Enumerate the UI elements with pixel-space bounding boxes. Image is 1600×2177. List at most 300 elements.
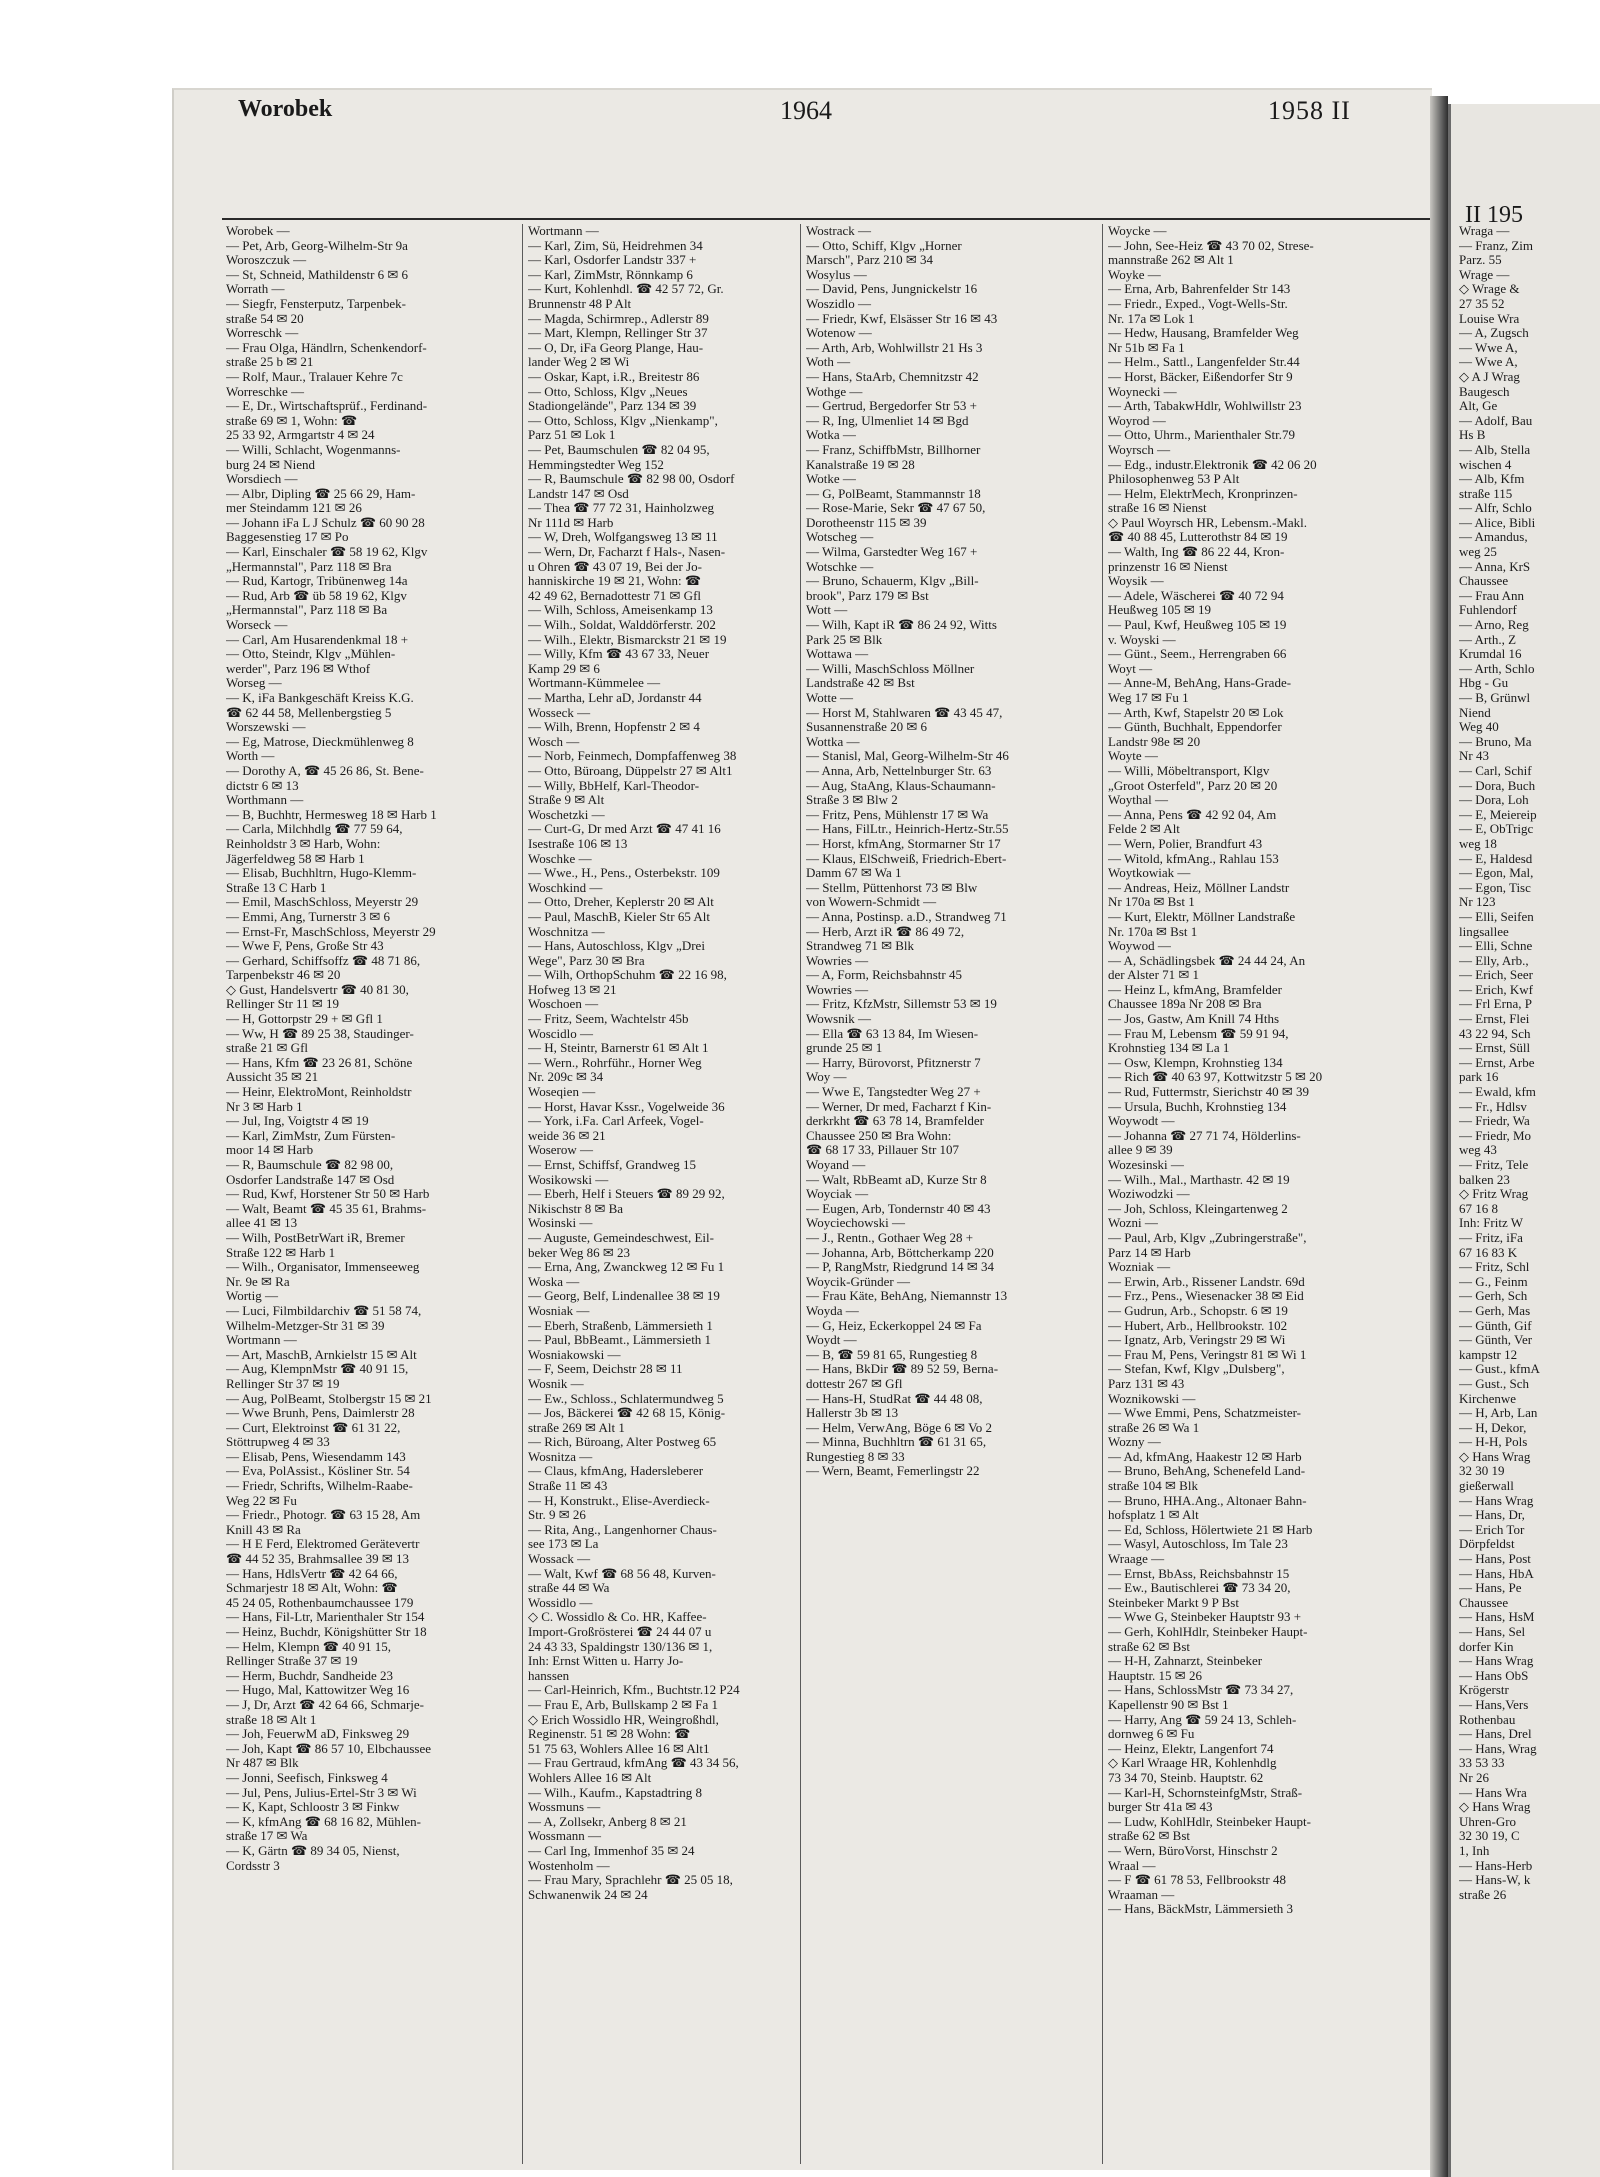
facing-page-entry: — Erich, Kwf: [1459, 982, 1534, 997]
directory-entry: — R, Baumschule ☎ 82 98 00,: [226, 1158, 394, 1172]
directory-entry: Rellinger Str 11 ✉ 19: [226, 997, 339, 1012]
directory-entry: — Johann iFa L J Schulz ☎ 60 90 28: [226, 515, 425, 530]
directory-entry: Nr 487 ✉ Blk: [226, 1756, 299, 1771]
directory-entry: — Wwe Brunh, Pens, Daimlerstr 28: [226, 1406, 415, 1421]
directory-entry: allee 9 ✉ 39: [1108, 1143, 1173, 1158]
directory-entry: Hallerstr 3b ✉ 13: [806, 1406, 899, 1421]
directory-entry: — York, i.Fa. Carl Arfeek, Vogel-: [528, 1114, 704, 1129]
facing-page-header: II 195: [1465, 202, 1523, 228]
directory-entry: lander Weg 2 ✉ Wi: [528, 355, 630, 370]
directory-entry: — Walt, RbBeamt aD, Kurze Str 8: [806, 1172, 987, 1187]
directory-entry: — Jul, Ing, Voigtstr 4 ✉ 19: [226, 1114, 369, 1129]
directory-entry: — Kurt, Kohlenhdl. ☎ 42 57 72, Gr.: [528, 282, 724, 297]
directory-entry: — K, iFa Bankgeschäft Kreiss K.G.: [226, 691, 414, 705]
facing-page-entry: straße 26: [1459, 1887, 1507, 1902]
directory-entry: — Klaus, ElSchweiß, Friedrich-Ebert-: [806, 851, 1007, 866]
directory-entry: — Art, MaschB, Arnkielstr 15 ✉ Alt: [226, 1347, 417, 1362]
directory-entry: prinzenstr 16 ✉ Nienst: [1108, 559, 1228, 574]
directory-entry: Straße 122 ✉ Harb 1: [226, 1245, 336, 1260]
facing-page-entry: — Alb, Kfm: [1459, 472, 1525, 487]
directory-entry: — Carl, Am Husarendenkmal 18 +: [226, 632, 409, 647]
directory-entry: — Emmi, Ang, Turnerstr 3 ✉ 6: [226, 909, 391, 924]
directory-entry: Tarpenbekstr 46 ✉ 20: [226, 968, 341, 983]
directory-entry: — Elisab, Pens, Wiesendamm 143: [226, 1449, 406, 1464]
directory-entry: von Wowern-Schmidt —: [806, 895, 937, 910]
directory-entry: v. Woyski —: [1108, 632, 1176, 647]
directory-entry: — Willi, Schlacht, Wogenmanns-: [226, 442, 401, 457]
directory-entry: Wottka —: [806, 734, 860, 749]
directory-entry: Woy —: [806, 1070, 847, 1085]
directory-entry: — Hugo, Mal, Kattowitzer Weg 16: [226, 1683, 410, 1698]
facing-page-entry: — Egon, Tisc: [1459, 880, 1531, 895]
directory-entry: Landstr 147 ✉ Osd: [528, 486, 629, 501]
directory-entry: — Arth, Arb, Wohlwillstr 21 Hs 3: [806, 340, 983, 355]
directory-entry: — Thea ☎ 77 72 31, Hainholzweg: [528, 501, 714, 516]
directory-entry: Worseck —: [226, 618, 288, 633]
directory-entry: Jägerfeldweg 58 ✉ Harb 1: [226, 851, 365, 866]
directory-entry: Nr. 209c ✉ 34: [528, 1070, 604, 1085]
directory-entry: Rungestieg 8 ✉ 33: [806, 1449, 905, 1464]
facing-page-entry: Louise Wra: [1459, 311, 1520, 326]
directory-entry: Parz 14 ✉ Harb: [1108, 1245, 1191, 1260]
directory-entry: — Jos, Gastw, Am Knill 74 Hths: [1108, 1012, 1280, 1027]
facing-page-entry: — Hans, Sel: [1459, 1625, 1526, 1639]
directory-entry: — Frz., Pens., Wiesenacker 38 ✉ Eid: [1108, 1289, 1304, 1304]
directory-entry: Wott —: [806, 603, 848, 618]
directory-column-4: [1104, 224, 1430, 2164]
facing-page-entry: dorfer Kin: [1459, 1639, 1514, 1654]
directory-entry: straße 16 ✉ Nienst: [1108, 501, 1207, 516]
directory-entry: — Siegfr, Fensterputz, Tarpenbek-: [226, 296, 406, 311]
facing-page-entry: Nr 43: [1459, 749, 1489, 764]
facing-page-entry: gießerwall: [1459, 1479, 1514, 1494]
directory-entry: — Wern, Beamt, Femerlingstr 22: [806, 1464, 980, 1479]
directory-entry: — Willy, BbHelf, Karl-Theodor-: [528, 778, 700, 793]
directory-entry: — H E Ferd, Elektromed Gerätevertr: [226, 1537, 420, 1552]
directory-entry: — Frau M, Pens, Veringstr 81 ✉ Wi 1: [1108, 1347, 1307, 1362]
directory-entry: Worszewski —: [226, 720, 306, 735]
facing-page-entry: — Adolf, Bau: [1459, 413, 1533, 428]
facing-page-entry: Fuhlendorf: [1459, 603, 1517, 618]
directory-entry: burg 24 ✉ Niend: [226, 457, 316, 472]
directory-entry: — Friedr, Kwf, Elsässer Str 16 ✉ 43: [806, 311, 998, 326]
directory-entry: — Aug, StaAng, Klaus-Schaumann-: [806, 778, 996, 793]
directory-entry: — Otto, Schloss, Klgv „Neues: [528, 384, 688, 399]
directory-entry: — Adele, Wäscherei ☎ 40 72 94: [1108, 588, 1284, 603]
facing-page-entry: Rothenbau: [1459, 1712, 1516, 1727]
directory-entry: — Erwin, Arb., Rissener Landstr. 69d: [1108, 1274, 1305, 1289]
directory-entry: Dorotheenstr 115 ✉ 39: [806, 515, 927, 530]
facing-page-entry: — Ernst, Arbe: [1459, 1055, 1535, 1070]
directory-entry: — Rud, Arb ☎ üb 58 19 62, Klgv: [226, 588, 407, 603]
facing-page-entry: — Gerh, Mas: [1459, 1303, 1531, 1318]
directory-entry: — Georg, Belf, Lindenallee 38 ✉ 19: [528, 1289, 720, 1304]
directory-entry: straße 104 ✉ Blk: [1108, 1479, 1198, 1494]
facing-page-entry: Alt, Ge: [1459, 399, 1498, 414]
facing-page-entry: 27 35 52: [1459, 296, 1505, 311]
directory-entry: Woska —: [528, 1274, 580, 1289]
directory-entry: straße 17 ✉ Wa: [226, 1829, 308, 1844]
facing-page-entry: — Arth, Schlo: [1459, 661, 1535, 676]
directory-entry: Nr 111d ✉ Harb: [528, 515, 614, 530]
directory-column-3: [802, 224, 1102, 2164]
facing-page-entry: — Hans ObS: [1459, 1668, 1529, 1683]
directory-entry: — Horst, Havar Kssr., Vogelweide 36: [528, 1099, 725, 1114]
directory-entry: — Stanisl, Mal, Georg-Wilhelm-Str 46: [806, 749, 1009, 764]
facing-page-entry: — Hans, Wrag: [1459, 1741, 1537, 1756]
facing-page-entry: — Bruno, Ma: [1459, 734, 1532, 749]
facing-page-entry: — Hans Wra: [1459, 1785, 1527, 1800]
directory-entry: Wortmann —: [226, 1333, 297, 1348]
directory-entry: dottestr 267 ✉ Gfl: [806, 1376, 903, 1391]
directory-entry: — Frau E, Arb, Bullskamp 2 ✉ Fa 1: [528, 1697, 718, 1712]
directory-entry: Knill 43 ✉ Ra: [226, 1522, 301, 1537]
directory-entry: — Paul, Arb, Klgv „Zubringerstraße",: [1108, 1230, 1307, 1245]
directory-entry: straße 54 ✉ 20: [226, 311, 304, 326]
directory-entry: Woth —: [806, 355, 851, 370]
directory-entry: — Frau Käte, BehAng, Niemannstr 13: [806, 1289, 1008, 1304]
directory-entry: Woysik —: [1108, 574, 1164, 589]
directory-entry: — Anna, Postinsp. a.D., Strandweg 71: [806, 909, 1007, 924]
directory-entry: — Luci, Filmbildarchiv ☎ 51 58 74,: [226, 1303, 422, 1318]
directory-entry: — Rolf, Maur., Tralauer Kehre 7c: [226, 369, 403, 384]
directory-entry: 24 43 33, Spaldingstr 130/136 ✉ 1,: [528, 1639, 713, 1654]
directory-entry: — Wilh., Elektr, Bismarckstr 21 ✉ 19: [528, 632, 727, 647]
facing-page-entry: — Hans, Pe: [1459, 1581, 1522, 1596]
directory-entry: — O, Dr, iFa Georg Plange, Hau-: [528, 340, 704, 355]
directory-entry: Rellinger Straße 37 ✉ 19: [226, 1654, 358, 1669]
directory-entry: — Fritz, KfzMstr, Sillemstr 53 ✉ 19: [806, 997, 997, 1012]
directory-entry: — Arth, Kwf, Stapelstr 20 ✉ Lok: [1108, 705, 1284, 720]
directory-entry: Felde 2 ✉ Alt: [1108, 822, 1180, 837]
directory-entry: Kamp 29 ✉ 6: [528, 661, 600, 676]
page-title: Worobek: [238, 96, 333, 122]
directory-entry: Wowries —: [806, 982, 869, 997]
facing-page-entry: wischen 4: [1459, 457, 1512, 472]
directory-entry: — Hans, Fil-Ltr, Marienthaler Str 154: [226, 1610, 425, 1625]
facing-page-entry: — Alb, Stella: [1459, 442, 1531, 457]
facing-page-entry: 67 16 8: [1459, 1201, 1498, 1216]
facing-page-entry: — Hans, Post: [1459, 1552, 1531, 1567]
directory-entry: — Walth, Ing ☎ 86 22 44, Kron-: [1108, 545, 1285, 560]
directory-entry: — Karl, Zim, Sü, Heidrehmen 34: [528, 238, 703, 253]
directory-entry: — Rud, Kwf, Horstener Str 50 ✉ Harb: [226, 1187, 430, 1202]
directory-entry: Wossmann —: [528, 1829, 601, 1844]
directory-entry: grunde 25 ✉ 1: [806, 1041, 883, 1056]
directory-entry: Damm 67 ✉ Wa 1: [806, 866, 902, 881]
directory-entry: Parz 131 ✉ 43: [1108, 1376, 1185, 1391]
directory-entry: werder", Parz 196 ✉ Wthof: [226, 661, 371, 676]
directory-entry: Wraage —: [1108, 1552, 1165, 1567]
directory-entry: mannstraße 262 ✉ Alt 1: [1108, 253, 1234, 268]
facing-page-entry: — G., Feinm: [1459, 1274, 1528, 1289]
facing-page-entry: — Hans Wrag: [1459, 1493, 1534, 1508]
directory-entry: Woydt —: [806, 1333, 857, 1348]
directory-entry: — Hans, StaArb, Chemnitzstr 42: [806, 369, 979, 384]
directory-entry: — John, See-Heiz ☎ 43 70 02, Strese-: [1108, 238, 1314, 253]
directory-entry: — Gertrud, Bergedorfer Str 53 +: [806, 399, 977, 414]
directory-entry: Woschnitza —: [528, 924, 605, 939]
directory-entry: — Wilh., Organisator, Immenseeweg: [226, 1260, 420, 1275]
directory-entry: — Magda, Schirmrep., Adlerstr 89: [528, 311, 709, 326]
directory-entry: Wothge —: [806, 384, 863, 399]
facing-page-entry: — Hans-W, k: [1459, 1873, 1531, 1888]
directory-entry: Woschetzki —: [528, 807, 605, 822]
directory-entry: u Ohren ☎ 43 07 19, Bei der Jo-: [528, 559, 702, 574]
directory-entry: — Karl, Osdorfer Landstr 337 +: [528, 253, 697, 268]
directory-entry: Woschkind —: [528, 880, 603, 895]
directory-entry: — Johanna, Arb, Böttcherkamp 220: [806, 1245, 994, 1260]
directory-entry: Wozniak —: [1108, 1260, 1171, 1275]
directory-entry: Philosophenweg 53 P Alt: [1108, 472, 1240, 487]
directory-entry: — Eugen, Arb, Tondernstr 40 ✉ 43: [806, 1201, 991, 1216]
directory-entry: Worrath —: [226, 282, 285, 297]
directory-entry: — Fritz, Pens, Mühlenstr 17 ✉ Wa: [806, 807, 989, 822]
directory-entry: straße 26 ✉ Wa 1: [1108, 1420, 1200, 1435]
directory-entry: — Willi, Möbeltransport, Klgv: [1108, 763, 1270, 778]
facing-page-entry: — Fritz, Schl: [1459, 1260, 1530, 1275]
directory-entry: — Erna, Ang, Zwanckweg 12 ✉ Fu 1: [528, 1260, 725, 1275]
directory-entry: 42 49 62, Bernadottestr 71 ✉ Gfl: [528, 588, 702, 603]
directory-entry: straße 62 ✉ Bst: [1108, 1639, 1191, 1654]
directory-entry: allee 41 ✉ 13: [226, 1216, 298, 1231]
directory-entry: Wowsnik —: [806, 1012, 872, 1027]
directory-entry: Osdorfer Landstraße 147 ✉ Osd: [226, 1172, 395, 1187]
directory-entry: — Wwe F, Pens, Große Str 43: [226, 939, 384, 954]
directory-entry: Steinbeker Markt 9 P Bst: [1108, 1595, 1239, 1610]
facing-page-entry: — E, ObTrigc: [1459, 822, 1534, 837]
facing-page-entry: — Egon, Mal,: [1459, 866, 1534, 881]
directory-entry: Import-Großrösterei ☎ 24 44 07 u: [528, 1625, 712, 1639]
directory-entry: Wozesinski —: [1108, 1158, 1184, 1172]
directory-entry: — Carla, Milchhdlg ☎ 77 59 64,: [226, 822, 403, 837]
directory-entry: 45 24 05, Rothenbaumchaussee 179: [226, 1595, 414, 1610]
directory-entry: — H-H, Zahnarzt, Steinbeker: [1108, 1654, 1263, 1669]
directory-entry: — Wilh, PostBetrWart iR, Bremer: [226, 1230, 405, 1245]
facing-page-entry: — Alfr, Schlo: [1459, 501, 1532, 516]
directory-entry: Straße 13 C Harb 1: [226, 880, 327, 895]
directory-entry: „Hermannstal", Parz 118 ✉ Ba: [226, 603, 388, 618]
directory-entry: — Frau M, Lebensm ☎ 59 91 94,: [1108, 1026, 1289, 1041]
directory-entry: Woyciechowski —: [806, 1216, 905, 1231]
facing-page-entry: — Dora, Loh: [1459, 793, 1529, 808]
directory-entry: — Ernst, BbAss, Reichsbahnstr 15: [1108, 1566, 1290, 1581]
directory-entry: 51 75 63, Wohlers Allee 16 ✉ Alt1: [528, 1741, 710, 1756]
directory-entry: der Alster 71 ✉ 1: [1108, 968, 1200, 983]
directory-entry: — Willi, MaschSchloss Möllner: [806, 661, 975, 676]
facing-page-entry: — Arth., Z: [1459, 632, 1517, 647]
directory-entry: — J., Rentn., Gothaer Weg 28 +: [806, 1230, 974, 1245]
directory-entry: — Günt., Seem., Herrengraben 66: [1108, 647, 1287, 662]
directory-entry: — Anna, Arb, Nettelnburger Str. 63: [806, 763, 992, 778]
directory-entry: — Rose-Marie, Sekr ☎ 47 67 50,: [806, 501, 986, 516]
directory-entry: — Wilma, Garstedter Weg 167 +: [806, 545, 978, 560]
section-reference: 1958 II: [1268, 96, 1351, 125]
directory-entry: Wozni —: [1108, 1216, 1158, 1231]
directory-entry: — Johanna ☎ 27 71 74, Hölderlins-: [1108, 1128, 1301, 1143]
directory-entry: Stadiongelände", Parz 134 ✉ 39: [528, 399, 697, 414]
directory-entry: — Friedr., Photogr. ☎ 63 15 28, Am: [226, 1508, 421, 1523]
directory-entry: Woycik-Gründer —: [806, 1274, 911, 1289]
directory-entry: Wotenow —: [806, 326, 872, 341]
column-divider: [800, 224, 801, 2164]
directory-entry: — Otto, Dreher, Keplerstr 20 ✉ Alt: [528, 895, 714, 910]
directory-entry: Landstr 98e ✉ 20: [1108, 734, 1201, 749]
directory-entry: — Hans, BkDir ☎ 89 52 59, Berna-: [806, 1362, 999, 1377]
directory-entry: Wowries —: [806, 953, 869, 968]
facing-page-entry: Chaussee: [1459, 574, 1509, 589]
directory-entry: hofsplatz 1 ✉ Alt: [1108, 1508, 1199, 1523]
directory-entry: Worreschk —: [226, 326, 299, 341]
directory-entry: Wosylus —: [806, 267, 867, 282]
directory-entry: — Joh, Kapt ☎ 86 57 10, Elbchaussee: [226, 1741, 432, 1756]
directory-entry: — Rud, Kartogr, Tribünenweg 14a: [226, 574, 408, 589]
directory-entry: Woyke —: [1108, 267, 1161, 282]
directory-entry: Rellinger Str 37 ✉ 19: [226, 1376, 340, 1391]
facing-page-entry: 67 16 83 K: [1459, 1245, 1518, 1260]
directory-entry: Weg 22 ✉ Fu: [226, 1493, 297, 1508]
directory-entry: — Stellm, Püttenhorst 73 ✉ Blw: [806, 880, 978, 895]
facing-page-entry: Krumdal 16: [1459, 647, 1522, 662]
book-gutter: [1430, 96, 1448, 2177]
directory-entry: Woziwodzki —: [1108, 1187, 1190, 1202]
directory-entry: — Rich, Büroang, Alter Postweg 65: [528, 1435, 717, 1450]
directory-entry: — B, Buchhtr, Hermesweg 18 ✉ Harb 1: [226, 807, 437, 822]
facing-page-entry: Niend: [1459, 705, 1491, 720]
directory-entry: — David, Pens, Jungnickelstr 16: [806, 282, 978, 297]
directory-entry: dictstr 6 ✉ 13: [226, 778, 299, 793]
directory-entry: Woycke —: [1108, 224, 1167, 238]
facing-page-entry: — Elli, Seifen: [1459, 909, 1534, 924]
directory-entry: straße 21 ✉ Gfl: [226, 1041, 309, 1056]
directory-entry: — G, PolBeamt, Stammannstr 18: [806, 486, 981, 501]
directory-entry: — Ww, H ☎ 89 25 38, Staudinger-: [226, 1026, 414, 1041]
facing-page-entry: weg 25: [1459, 545, 1497, 560]
directory-entry: Baggesenstieg 17 ✉ Po: [226, 530, 349, 545]
directory-entry: — Heinr, ElektroMont, Reinholdstr: [226, 1085, 412, 1100]
directory-entry: Woyt —: [1108, 661, 1153, 676]
facing-page-entry: Wrage —: [1459, 267, 1510, 282]
directory-entry: Straße 3 ✉ Blw 2: [806, 793, 898, 808]
directory-entry: — Ew., Schloss., Schlatermundweg 5: [528, 1391, 724, 1406]
directory-entry: — H, Gottorpstr 29 + ✉ Gfl 1: [226, 1012, 383, 1027]
facing-page-entry: Chaussee: [1459, 1595, 1509, 1610]
directory-entry: — Otto, Schloss, Klgv „Nienkamp",: [528, 413, 718, 428]
facing-page-entry: Inh: Fritz W: [1459, 1216, 1524, 1231]
facing-page-entry: Krögerstr: [1459, 1683, 1509, 1698]
directory-entry: weide 36 ✉ 21: [528, 1128, 606, 1143]
directory-entry: — Jul, Pens, Julius-Ertel-Str 3 ✉ Wi: [226, 1785, 417, 1800]
directory-entry: Worreschke —: [226, 384, 305, 399]
directory-entry: — Horst, Bäcker, Eißendorfer Str 9: [1108, 369, 1293, 384]
directory-entry: Wottawa —: [806, 647, 869, 662]
directory-entry: — Horst M, Stahlwaren ☎ 43 45 47,: [806, 705, 1003, 720]
directory-entry: Woyte —: [1108, 749, 1158, 764]
directory-entry: — F ☎ 61 78 53, Fellbrookstr 48: [1108, 1873, 1286, 1888]
facing-page-entry: — Erich, Seer: [1459, 968, 1534, 983]
directory-entry: Hemmingstedter Weg 152: [528, 457, 664, 472]
directory-entry: Wossidlo —: [528, 1595, 593, 1610]
directory-entry: Chaussee 250 ✉ Bra Wohn:: [806, 1128, 952, 1143]
directory-entry: Woscidlo —: [528, 1026, 594, 1041]
directory-entry: — Wern., Rohrführ., Horner Weg: [528, 1055, 702, 1070]
directory-entry: Nr. 9e ✉ Ra: [226, 1274, 290, 1289]
directory-entry: — Jos, Bäckerei ☎ 42 68 15, König-: [528, 1406, 726, 1421]
directory-entry: Woyciak —: [806, 1187, 869, 1202]
directory-entry: — Pet, Baumschulen ☎ 82 04 95,: [528, 442, 710, 457]
directory-entry: — K, Kapt, Schloostr 3 ✉ Finkw: [226, 1800, 400, 1815]
facing-page-entry: — Gerh, Sch: [1459, 1289, 1528, 1304]
directory-entry: — Hans, BäckMstr, Lämmersieth 3: [1108, 1902, 1294, 1917]
directory-entry: — Bruno, Schauerm, Klgv „Bill-: [806, 574, 979, 589]
facing-page-entry: — Hans,Vers: [1459, 1697, 1529, 1712]
directory-entry: — Ursula, Buchh, Krohnstieg 134: [1108, 1099, 1287, 1114]
directory-entry: 73 34 70, Steinb. Hauptstr. 62: [1108, 1770, 1264, 1785]
directory-entry: — Hans, FilLtr., Heinrich-Hertz-Str.55: [806, 822, 1009, 837]
directory-entry: — Bruno, BehAng, Schenefeld Land-: [1108, 1464, 1306, 1479]
directory-entry: Nr 51b ✉ Fa 1: [1108, 340, 1185, 355]
directory-entry: Woyda —: [806, 1303, 859, 1318]
facing-page-entry: Wraga —: [1459, 224, 1510, 238]
facing-page-entry: Hs B: [1459, 428, 1486, 443]
directory-entry: — Kurt, Elektr, Möllner Landstraße: [1108, 909, 1296, 924]
directory-entry: — Wasyl, Autoschloss, Im Tale 23: [1108, 1537, 1288, 1552]
directory-entry: — Günth, Buchhalt, Eppendorfer: [1108, 720, 1282, 735]
facing-page-entry: — Erich Tor: [1459, 1522, 1525, 1537]
directory-entry: Wortig —: [226, 1289, 279, 1304]
facing-page-entry: — Hans-Herb: [1459, 1858, 1533, 1873]
directory-entry: — Werner, Dr med, Facharzt f Kin-: [806, 1099, 992, 1114]
directory-entry: — P, RangMstr, Riedgrund 14 ✉ 34: [806, 1260, 995, 1275]
facing-page-entry: ◇ A J Wrag: [1459, 369, 1520, 384]
directory-entry: beker Weg 86 ✉ 23: [528, 1245, 631, 1260]
directory-entry: — Hans, HdlsVertr ☎ 42 64 66,: [226, 1566, 398, 1581]
directory-entry: „Groot Osterfeld", Parz 20 ✉ 20: [1108, 778, 1278, 793]
facing-page-entry: — Fr., Hdlsv: [1459, 1099, 1527, 1114]
directory-entry: Wortmann-Kümmelee —: [528, 676, 661, 691]
directory-entry: Wosniakowski —: [528, 1347, 621, 1362]
directory-entry: Worthmann —: [226, 793, 304, 808]
directory-entry: — Hedw, Hausang, Bramfelder Weg: [1108, 326, 1299, 341]
directory-entry: — Eva, PolAssist., Kösliner Str. 54: [226, 1464, 410, 1479]
directory-entry: — Wern, BüroVorst, Hinschstr 2: [1108, 1843, 1278, 1858]
facing-page-entry: — Hans Wrag: [1459, 1654, 1534, 1669]
directory-entry: — K, kfmAng ☎ 68 16 82, Mühlen-: [226, 1814, 421, 1829]
directory-entry: — Helm., Sattl., Langenfelder Str.44: [1108, 355, 1300, 370]
directory-entry: Wohlers Allee 16 ✉ Alt: [528, 1770, 652, 1785]
directory-entry: — Rich ☎ 40 63 97, Kottwitzstr 5 ✉ 20: [1108, 1070, 1323, 1085]
directory-entry: Schwanenwik 24 ✉ 24: [528, 1887, 648, 1902]
directory-entry: — Hans-H, StudRat ☎ 44 48 08,: [806, 1391, 983, 1406]
directory-entry: Wraaman —: [1108, 1887, 1175, 1902]
header-rule: [222, 218, 1430, 220]
directory-entry: — Otto, Uhrm., Marienthaler Str.79: [1108, 428, 1296, 443]
facing-page-entry: — H-H, Pols: [1459, 1435, 1528, 1450]
directory-entry: — Mart, Klempn, Rellinger Str 37: [528, 326, 708, 341]
directory-entry: — R, Baumschule ☎ 82 98 00, Osdorf: [528, 472, 735, 487]
directory-entry: — Fritz, Seem, Wachtelstr 45b: [528, 1012, 689, 1027]
directory-entry: — W, Dreh, Wolfgangsweg 13 ✉ 11: [528, 530, 718, 545]
facing-page-entry: — Ernst, Flei: [1459, 1012, 1530, 1027]
directory-entry: — Walt, Beamt ☎ 45 35 61, Brahms-: [226, 1201, 427, 1216]
directory-entry: — Ew., Bautischlerei ☎ 73 34 20,: [1108, 1581, 1291, 1596]
directory-entry: — Wern, Dr, Facharzt f Hals-, Nasen-: [528, 545, 726, 560]
directory-entry: straße 269 ✉ Alt 1: [528, 1420, 625, 1435]
directory-entry: — Horst, kfmAng, Stormarner Str 17: [806, 836, 1001, 851]
directory-entry: Stöttrupweg 4 ✉ 33: [226, 1435, 330, 1450]
directory-entry: — Wilh., Kaufm., Kapstadtring 8: [528, 1785, 702, 1800]
directory-entry: — Helm, Klempn ☎ 40 91 15,: [226, 1639, 391, 1654]
